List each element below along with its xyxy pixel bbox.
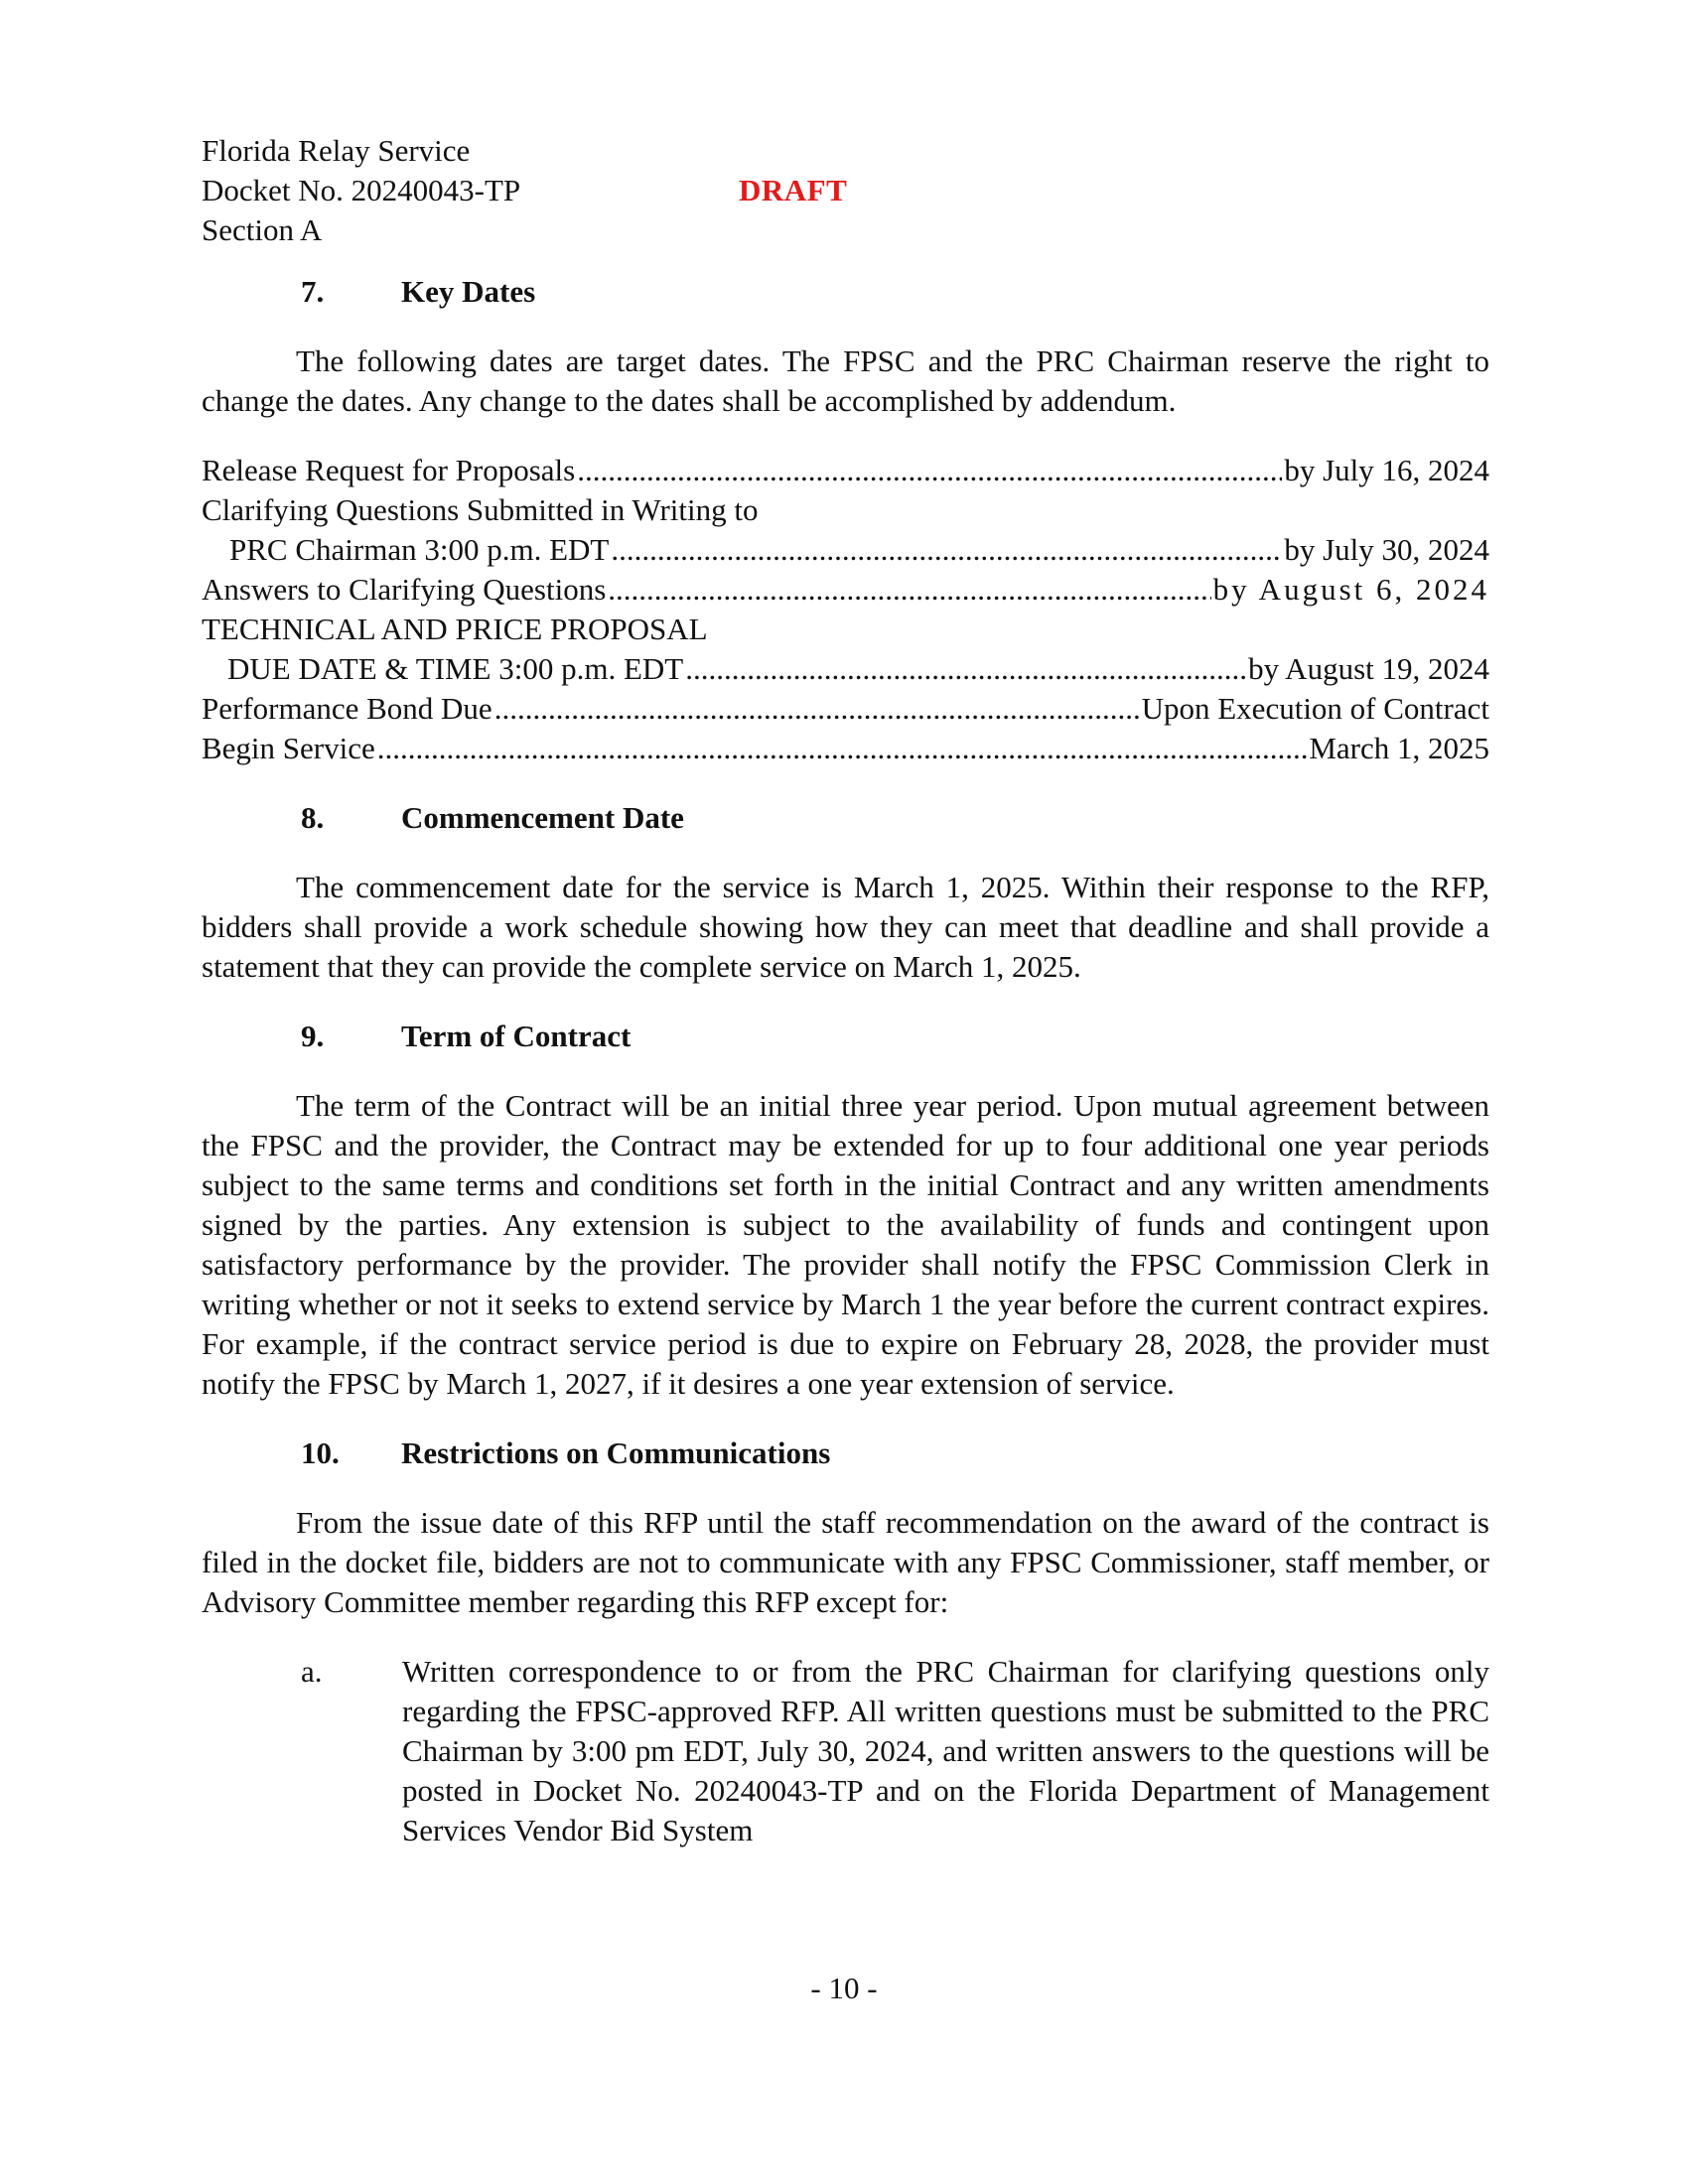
section-9-heading [202,1017,1489,1056]
dot-leader [608,570,1210,610]
section-8-heading [202,798,1489,838]
key-dates-list [202,451,1489,768]
section-9-body: The term of the Contract will be an initial three year period. Upon mutual agreement between the FPSC and the provider, the Contract may be extended for up to four additional one year periods subject to the same terms and conditions set forth in the initial Contract and any written amendments signed by the parties. Any extension is subject to the availability of funds and contingent upon satisfactory performance by the provider. The provider shall notify the FPSC Commission Clerk in writing whether or not it seeks to extend service by March 1 the year before the current contract expires. For example, if the contract service period is due to expire on February 28, 2028, the provider must notify the FPSC by March 1, 2027, if it desires a one year extension of service. [202,1088,1489,1401]
date-value: by July 16, 2024 [1284,453,1489,487]
header-docket: Docket No. 20240043-TP [202,173,521,207]
date-label: Performance Bond Due [202,691,492,726]
date-row [202,451,1489,490]
section-7-intro: The following dates are target dates. The FPSC and the PRC Chairman reserve the right to change the dates. Any change to the dates shall be accomplished by addendum. [202,343,1489,418]
date-label: PRC Chairman 3:00 p.m. EDT [229,532,610,567]
date-value: by August 19, 2024 [1248,651,1489,686]
date-label: Clarifying Questions Submitted in Writing to [202,492,759,527]
list-item-text: Written correspondence to or from the PRC Chairman for clarifying questions only regarding the FPSC-approved RFP. All written questions must be submitted to the PRC Chairman by 3:00 pm EDT, July 30, 2024, and written answers to the questions will be posted in Docket No. 20240043-TP and on the Florida Department of Management Services Vendor Bid System [402,1654,1489,1847]
date-row [202,689,1489,729]
date-value: March 1, 2025 [1309,731,1489,765]
document-header [202,131,1489,252]
section-10-number: 10. [301,1435,340,1470]
section-10-body: From the issue date of this RFP until the staff recommendation on the award of the contract is filed in the docket file, bidders are not to communicate with any FPSC Commissioner, staff member, or Advisory Committee member regarding this RFP except for: [202,1505,1489,1619]
section-8-title: Commencement Date [401,800,684,835]
date-label: Answers to Clarifying Questions [202,572,607,607]
dot-leader [611,530,1282,570]
section-9-number: 9. [301,1019,325,1053]
date-row [202,490,1489,530]
date-label: Begin Service [202,731,375,765]
section-7-title: Key Dates [401,274,536,309]
section-7-number: 7. [301,274,325,309]
date-value: Upon Execution of Contract [1141,691,1489,726]
header-section: Section A [202,212,323,247]
date-row [202,530,1489,570]
date-value: by July 30, 2024 [1284,532,1489,567]
date-row [202,610,1489,649]
date-row [202,570,1489,610]
list-marker: a. [301,1654,323,1689]
draft-label: DRAFT [739,173,848,207]
page-number: - 10 - [810,1971,878,2005]
date-label: DUE DATE & TIME 3:00 p.m. EDT [227,651,684,686]
date-value: by August 6, 2024 [1212,572,1489,607]
list-item [202,1652,1489,1850]
section-7-heading [202,272,1489,312]
section-10-title: Restrictions on Communications [401,1435,831,1470]
page-content [202,131,1489,1850]
section-8-body: The commencement date for the service is March 1, 2025. Within their response to the RFP, bidders shall provide a work schedule showing how they can meet that deadline and shall provide a statement that they can provide the complete service on March 1, 2025. [202,870,1489,984]
dot-leader [685,649,1246,689]
dot-leader [577,451,1282,490]
header-title: Florida Relay Service [202,133,471,168]
date-label: Release Request for Proposals [202,453,576,487]
date-row [202,729,1489,768]
date-row [202,649,1489,689]
dot-leader [377,729,1308,768]
section-10-heading [202,1433,1489,1473]
dot-leader [494,689,1140,729]
date-label: TECHNICAL AND PRICE PROPOSAL [202,612,708,646]
section-8-number: 8. [301,800,325,835]
section-9-title: Term of Contract [401,1019,632,1053]
